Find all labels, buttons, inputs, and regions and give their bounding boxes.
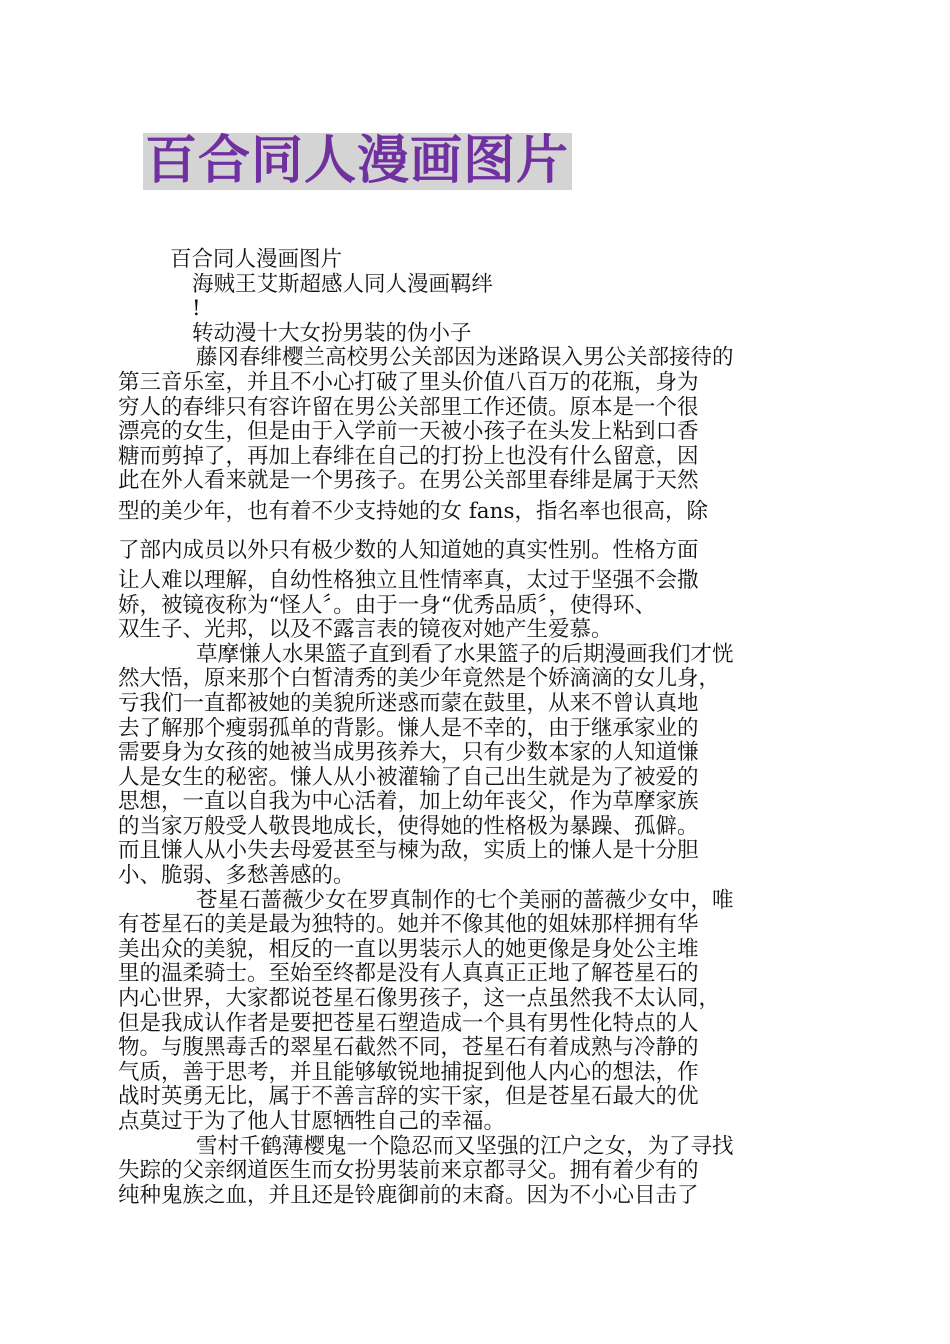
paragraph-line: 小、脆弱、多愁善感的。: [118, 863, 355, 889]
paragraph-line: 有苍星石的美是最为独特的。她并不像其他的姐妹那样拥有华: [118, 912, 699, 938]
paragraph-line: 草摩慊人水果篮子直到看了水果篮子的后期漫画我们才恍: [196, 641, 734, 667]
paragraph-line: 人是女生的秘密。慊人从小被灌输了自己出生就是为了被爱的: [118, 764, 699, 790]
paragraph-haruhi: [118, 346, 823, 642]
paragraph-line: 然大悟，原来那个白皙清秀的美少年竟然是个娇滴滴的女儿身，: [118, 666, 721, 692]
title-highlight: [143, 133, 572, 190]
paragraph-line: 的当家万般受人敬畏地成长，使得她的性格极为暴躁、孤僻。: [118, 813, 699, 839]
paragraph-line: 物。与腹黑毒舌的翠星石截然不同，苍星石有着成熟与冷静的: [118, 1035, 699, 1061]
paragraph-line: 雪村千鹤薄樱鬼一个隐忍而又坚强的江户之女，为了寻找: [196, 1133, 734, 1159]
paragraph-line: 苍星石蔷薇少女在罗真制作的七个美丽的蔷薇少女中，唯: [196, 887, 734, 913]
paragraph-akito: [118, 643, 823, 889]
paragraph-souseiseki: [118, 889, 823, 1135]
paragraph-line: 需要身为女孩的她被当成男孩养大，只有少数本家的人知道慊: [118, 740, 699, 766]
paragraph-line: 亏我们一直都被她的美貌所迷惑而蒙在鼓里，从来不曾认真地: [118, 690, 699, 716]
paragraph-line: 娇，被镜夜称为“怪人〞。由于一身“优秀品质〞，使得环、: [118, 592, 656, 618]
paragraph-line: 里的温柔骑士。至始至终都是没有人真真正正地了解苍星石的: [118, 961, 699, 987]
paragraph-line: 点莫过于为了他人甘愿牺牲自己的幸福。: [118, 1109, 506, 1134]
paragraph-line: 战时英勇无比，属于不善言辞的实干家，但是苍星石最大的优: [118, 1084, 699, 1110]
paragraph-line: 而且慊人从小失去母爱甚至与楝为敌，实质上的慊人是十分胆: [118, 838, 699, 864]
intro-line-title: 百合同人漫画图片: [170, 247, 343, 272]
paragraph-line: 了部内成员以外只有极少数的人知道她的真实性别。性格方面: [118, 537, 699, 563]
document-body: [118, 248, 823, 1208]
paragraph-line: 去了解那个瘦弱孤单的背影。慊人是不幸的，由于继承家业的: [118, 715, 699, 741]
intro-line-heading: 转动漫十大女扮男装的伪小子: [192, 320, 472, 346]
paragraph-line: 内心世界，大家都说苍星石像男孩子，这一点虽然我不太认同，: [118, 986, 721, 1012]
paragraph-line: 第三音乐室，并且不小心打破了里头价值八百万的花瓶，身为: [118, 369, 699, 395]
intro-line-subtitle: 海贼王艾斯超感人同人漫画羁绊: [192, 271, 494, 297]
paragraph-line: 失踪的父亲纲道医生而女扮男装前来京都寻父。拥有着少有的: [118, 1158, 699, 1184]
paragraph-line: 纯种鬼族之血，并且还是铃鹿御前的末裔。因为不小心目击了: [118, 1182, 699, 1208]
paragraph-line: 糖而剪掉了，再加上春绯在自己的打扮上也没有什么留意，因: [118, 443, 699, 469]
paragraph-line: 漂亮的女生，但是由于入学前一天被小孩子在头发上粘到口香: [118, 419, 699, 445]
paragraph-line: 让人难以理解，自幼性格独立且性情率真，太过于坚强不会撒: [118, 567, 699, 593]
paragraph-line: 但是我成认作者是要把苍星石塑造成一个具有男性化特点的人: [118, 1010, 699, 1036]
document-title: 百合同人漫画图片: [145, 131, 570, 191]
paragraph-line: 藤冈春绯樱兰高校男公关部因为迷路误入男公关部接待的: [196, 345, 734, 371]
paragraph-chizuru: [118, 1135, 823, 1209]
intro-line-exclamation: !: [192, 296, 201, 322]
paragraph-line: 此在外人看来就是一个男孩子。在男公关部里春绯是属于天然: [118, 468, 699, 494]
paragraph-line: 穷人的春绯只有容许留在男公关部里工作还债。原本是一个很: [118, 394, 699, 420]
paragraph-line: 思想，一直以自我为中心活着，加上幼年丧父，作为草摩家族: [118, 789, 699, 815]
paragraph-line: 气质，善于思考，并且能够敏锐地捕捉到他人内心的想法，作: [118, 1059, 699, 1085]
paragraph-line: 美出众的美貌，相反的一直以男装示人的她更像是身处公主堆: [118, 936, 699, 962]
paragraph-line: 型的美少年，也有着不少支持她的女 fans，指名率也很高，除: [118, 498, 708, 524]
paragraph-line: 双生子、光邦，以及不露言表的镜夜对她产生爱慕。: [118, 617, 613, 643]
